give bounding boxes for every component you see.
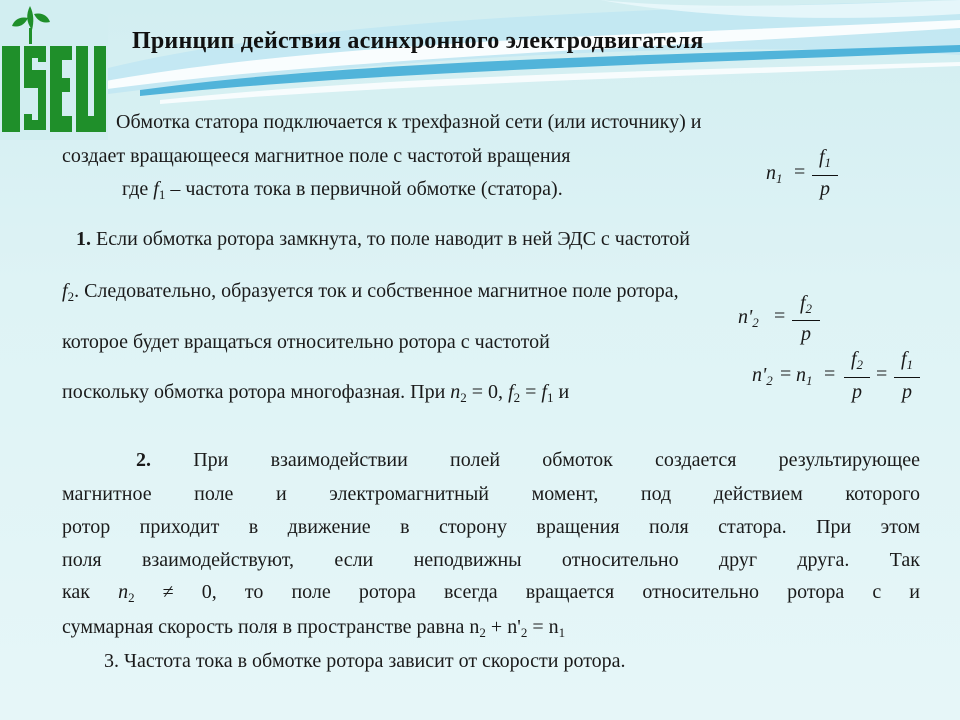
f2-bar (792, 320, 820, 321)
p2-line1 (76, 228, 690, 251)
p3-line6-s1: 2 (479, 625, 486, 640)
f2-num-sub: 2 (805, 301, 813, 316)
p3-line6-a: суммарная скорость поля в пространстве равна n (62, 616, 480, 638)
f3-num2-sub: 1 (906, 357, 914, 372)
formula-n2prime (738, 290, 828, 350)
f3-eq2: = (824, 363, 836, 385)
p2-line3: которое будет вращаться относительно ротора с частотой (62, 331, 550, 353)
p3-line6-s2: 2 (520, 625, 528, 640)
p1-line2: создает вращающееся магнитное поле с частотой вращения (62, 145, 571, 167)
p2-line4-d: и (553, 381, 570, 403)
f2-lhs: n' (738, 306, 753, 328)
p2-line4-n: n (450, 381, 461, 403)
p2-line2-f: f (62, 280, 68, 302)
p3-line5-nsub: 2 (128, 590, 135, 605)
p3-line3: ротор приходит в движение в сторону вращения поля статора. При этом (62, 516, 920, 538)
iseu-logo (0, 0, 108, 140)
slide-title: Принцип действия асинхронного электродвигателя (132, 28, 704, 54)
p2-line4-f2sub: 2 (513, 390, 521, 405)
f2-eq: = (774, 305, 786, 327)
p2-line4-f1sub: 1 (546, 390, 554, 405)
p2-line1-text: Если обмотка ротора замкнута, то поле наводит в ней ЭДС с частотой (91, 228, 691, 250)
p2-line2-sub: 2 (67, 289, 75, 304)
p1-line3 (122, 178, 563, 203)
p3-line5-a: как (62, 581, 119, 603)
f2-lhs-sub: 2 (752, 315, 759, 330)
p3-line6 (62, 616, 565, 641)
p3-line2: магнитное поле и электромагнитный момент, под действием которого (62, 483, 920, 505)
p1-line3-f: f (153, 178, 159, 200)
p3-line1 (136, 449, 920, 472)
p1-line1: Обмотка статора подключается к трехфазной сети (или источнику) и (116, 111, 702, 133)
p4: 3. Частота тока в обмотке ротора зависит от скорости ротора. (104, 650, 626, 672)
p2-line2-text: . Следовательно, образуется ток и собственное магнитное поле ротора, (74, 280, 679, 302)
f3-eq3: = (876, 363, 888, 385)
f3-bar1 (844, 377, 870, 378)
p2-line4-c: = (520, 381, 542, 403)
p3-line1-text: При взаимодействии полей обмоток создается результирующее (151, 449, 920, 471)
f1-lhs: n (766, 162, 776, 184)
f3-lhs-sub: 2 (766, 373, 773, 388)
f3-num1-sub: 2 (856, 357, 864, 372)
p3-num: 2. (136, 449, 151, 471)
p2-num: 1. (76, 228, 91, 250)
p2-line4-f2: f (508, 381, 514, 403)
f3-mid-sub: 1 (806, 373, 813, 388)
f3-num1: f (850, 348, 857, 370)
p2-line4-a: поскольку обмотка ротора многофазная. При (62, 381, 451, 403)
p3-line6-c: = n (527, 616, 559, 638)
f3-den1: p (852, 381, 862, 403)
f1-bar (812, 175, 838, 176)
p2-line4 (62, 381, 569, 406)
f3-lhs: n' (752, 364, 767, 386)
f3-mid: n (796, 364, 806, 386)
f1-eq: = (794, 161, 806, 183)
p3-line6-b: + n' (485, 616, 521, 638)
f1-den: p (820, 178, 830, 200)
p2-line4-nsub: 2 (460, 390, 467, 405)
p3-line4: поля взаимодействуют, если неподвижны относительно друг друга. Так (62, 549, 920, 571)
f1-lhs-sub: 1 (776, 171, 783, 186)
f2-den: p (801, 323, 811, 345)
p1-line3-a: где (122, 178, 154, 200)
p2-line2 (62, 280, 679, 305)
p3-line5-b: ≠ 0, то поле ротора всегда вращается относительно ротора с и (134, 581, 920, 603)
formula-n2prime-n1 (752, 346, 922, 408)
p2-line4-f1: f (541, 381, 547, 403)
f3-eq1: = (780, 363, 792, 385)
formula-n1 (766, 148, 846, 208)
p3-line5-n: n (118, 581, 129, 603)
f2-num: f (799, 292, 806, 314)
p1-line3-b: – частота тока в первичной обмотке (статора). (165, 178, 563, 200)
f1-num-sub: 1 (824, 155, 832, 170)
p2-line4-b: = 0, (466, 381, 509, 403)
f3-den2: p (902, 381, 912, 403)
f3-num2: f (900, 348, 907, 370)
p1-line3-sub: 1 (158, 187, 166, 202)
f1-num: f (818, 146, 825, 168)
p3-line6-s3: 1 (558, 625, 566, 640)
f3-bar2 (894, 377, 920, 378)
p3-line5 (62, 581, 920, 606)
